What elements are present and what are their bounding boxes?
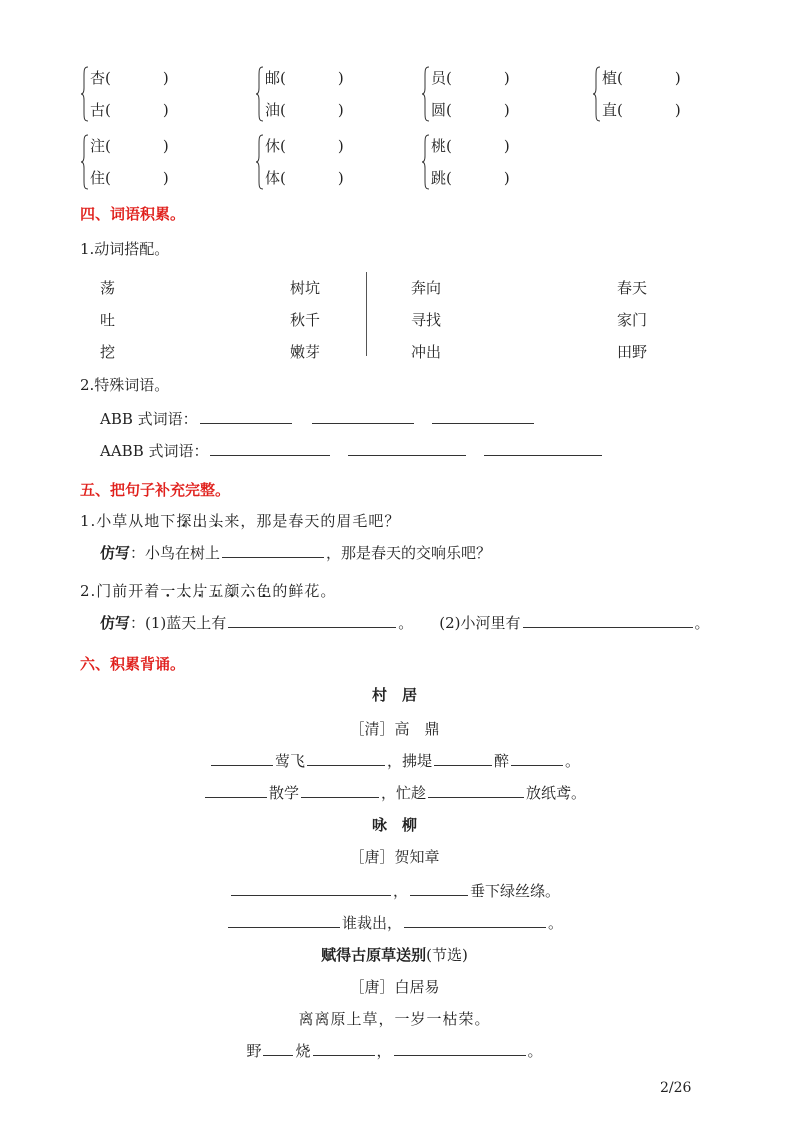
char-row [431,162,510,194]
page-number: 2/26 [660,1080,692,1096]
section6-title: 六、积累背诵。 [80,655,186,673]
dotted-char: 六 [240,582,257,600]
text: 。 [565,752,581,770]
text: ，拂堤 [386,752,432,770]
poem3-title-row [0,944,789,965]
text: 来，那是春天的眉毛吧？ [224,512,401,530]
char-pair [90,62,169,126]
word: 吐 [100,311,116,329]
poem1-author: ［清］高 鼎 [349,720,440,738]
answer-blank[interactable] [511,750,563,766]
text: 。 [527,1042,543,1060]
answer-blank[interactable] [432,408,534,424]
sentence-2 [80,580,336,601]
poem3-title: 赋得古原草送别 [321,946,427,964]
paren-answer-blank[interactable]: ( ) [446,101,510,119]
character: 注 [90,137,106,155]
text: (2)小河里有 [439,614,521,632]
text: 烧 [295,1042,311,1060]
text: 放纸鸢。 [526,784,587,802]
brace-icon [421,66,430,122]
text: 野 [246,1042,262,1060]
poem1-line1 [0,750,789,771]
word: 树坑 [290,279,321,297]
char-pair [265,62,344,126]
char-row [90,62,169,94]
character: 油 [265,101,281,119]
answer-blank[interactable] [394,1040,526,1056]
paren-answer-blank[interactable]: ( ) [617,69,681,87]
character: 邮 [265,69,281,87]
poem3-note: (节选) [426,946,468,964]
text: 。 [694,614,710,632]
text: 醉 [494,752,510,770]
answer-blank[interactable] [211,750,273,766]
char-row [90,94,169,126]
char-row [90,130,169,162]
imitation-2 [100,612,710,633]
character: 植 [602,69,618,87]
answer-blank[interactable] [307,750,385,766]
text: ：小鸟在树上 [130,544,221,562]
word: 春天 [617,279,648,297]
dotted-words [176,512,224,530]
paren-answer-blank[interactable]: ( ) [105,169,169,187]
char-row [431,130,510,162]
dotted-words [160,582,272,600]
word: 荡 [100,279,116,297]
answer-blank[interactable] [222,542,324,558]
brace-icon [421,134,430,190]
text: ，忙趁 [380,784,426,802]
char-row [265,162,344,194]
answer-blank[interactable] [348,440,466,456]
word: 寻找 [411,311,442,329]
paren-answer-blank[interactable]: ( ) [617,101,681,119]
aabb-label: AABB 式词语： [100,442,209,460]
q1-title: 1.动词搭配。 [80,240,170,258]
section4-title: 四、词语积累。 [80,205,186,223]
answer-blank[interactable] [200,408,292,424]
text: 垂下绿丝绦。 [470,882,561,900]
dotted-char: 头 [208,512,225,530]
divider [366,272,367,356]
answer-blank[interactable] [228,912,340,928]
text: 2.门前开着 [80,582,161,600]
brace-icon [255,66,264,122]
dotted-char: 一 [160,582,177,600]
text: ， [376,1042,392,1060]
char-row [265,62,344,94]
word: 奔向 [411,279,442,297]
paren-answer-blank[interactable]: ( ) [105,101,169,119]
char-pair [431,130,510,194]
dotted-char: 片 [192,582,209,600]
answer-blank[interactable] [484,440,602,456]
poem1-title: 村 居 [371,686,417,704]
dotted-char: 颜 [224,582,241,600]
word: 挖 [100,343,116,361]
paren-answer-blank[interactable]: ( ) [446,169,510,187]
character: 杏 [90,69,106,87]
brace-icon [80,134,89,190]
word: 冲出 [411,343,442,361]
verb-col-2 [411,272,441,368]
abb-row [100,408,536,429]
char-row [265,94,344,126]
text: 散学 [268,784,299,802]
verb-col-1 [100,272,115,368]
dotted-char: 大 [176,582,193,600]
paren-answer-blank[interactable]: ( ) [105,137,169,155]
paren-answer-blank[interactable]: ( ) [280,137,344,155]
text: ：(1)蓝天上有 [130,614,227,632]
dotted-char: 五 [208,582,225,600]
poem2-line1 [0,880,789,901]
answer-blank[interactable] [428,782,524,798]
word: 田野 [617,343,648,361]
brace-icon [80,66,89,122]
brace-icon [255,134,264,190]
char-row [602,62,681,94]
character: 桃 [431,137,447,155]
imitation-label: 仿写 [100,614,131,632]
poem1-line2 [0,782,789,803]
character: 古 [90,101,106,119]
dotted-char: 探 [176,512,193,530]
character: 休 [265,137,281,155]
q2-title: 2.特殊词语。 [80,376,170,394]
answer-blank[interactable] [312,408,414,424]
aabb-row [100,440,604,461]
text: 1.小草从地下 [80,512,177,530]
answer-blank[interactable] [404,912,546,928]
answer-blank[interactable] [210,440,330,456]
imitation-label: 仿写 [100,544,131,562]
text: 莺飞 [274,752,305,770]
paren-answer-blank[interactable]: ( ) [446,137,510,155]
answer-blank[interactable] [231,880,391,896]
character: 跳 [431,169,447,187]
char-row [431,62,510,94]
char-row [265,130,344,162]
word: 家门 [617,311,648,329]
poem3-line1: 离离原上草，一岁一枯荣。 [298,1010,491,1028]
answer-blank[interactable] [228,612,396,628]
answer-blank[interactable] [410,880,468,896]
text: 的鲜花。 [272,582,337,600]
noun-col-1 [290,272,320,368]
poem3-line2 [0,1040,789,1061]
char-row [431,94,510,126]
paren-answer-blank[interactable]: ( ) [280,101,344,119]
answer-blank[interactable] [434,750,492,766]
answer-blank[interactable] [301,782,379,798]
word: 嫩芽 [290,343,321,361]
poem2-author: ［唐］贺知章 [349,848,440,866]
poem3-author: ［唐］白居易 [349,978,440,996]
poem2-title: 咏 柳 [371,816,417,834]
abb-label: ABB 式词语： [100,410,198,428]
char-pair [602,62,681,126]
text: 。 [548,914,564,932]
char-pair [265,130,344,194]
section5-title: 五、把句子补充完整。 [80,481,231,499]
answer-blank[interactable] [205,782,267,798]
dotted-char: 色 [256,582,273,600]
text: 。 [398,614,414,632]
character: 直 [602,101,618,119]
sentence-1 [80,510,400,531]
char-pair [431,62,510,126]
poem2-line2 [0,912,789,933]
text: ，那是春天的交响乐吧？ [326,544,492,562]
character: 住 [90,169,106,187]
char-row [602,94,681,126]
char-row [90,162,169,194]
paren-answer-blank[interactable]: ( ) [280,69,344,87]
text: ， [392,882,408,900]
answer-blank[interactable] [523,612,693,628]
brace-icon [592,66,601,122]
word: 秋千 [290,311,321,329]
answer-blank[interactable] [263,1040,293,1056]
character: 圆 [431,101,447,119]
character: 体 [265,169,281,187]
text: 谁裁出， [341,914,402,932]
paren-answer-blank[interactable]: ( ) [280,169,344,187]
noun-col-2 [617,272,647,368]
paren-answer-blank[interactable]: ( ) [105,69,169,87]
imitation-1 [100,542,491,563]
paren-answer-blank[interactable]: ( ) [446,69,510,87]
character: 员 [431,69,447,87]
char-pair [90,130,169,194]
answer-blank[interactable] [313,1040,375,1056]
dotted-char: 出 [192,512,209,530]
